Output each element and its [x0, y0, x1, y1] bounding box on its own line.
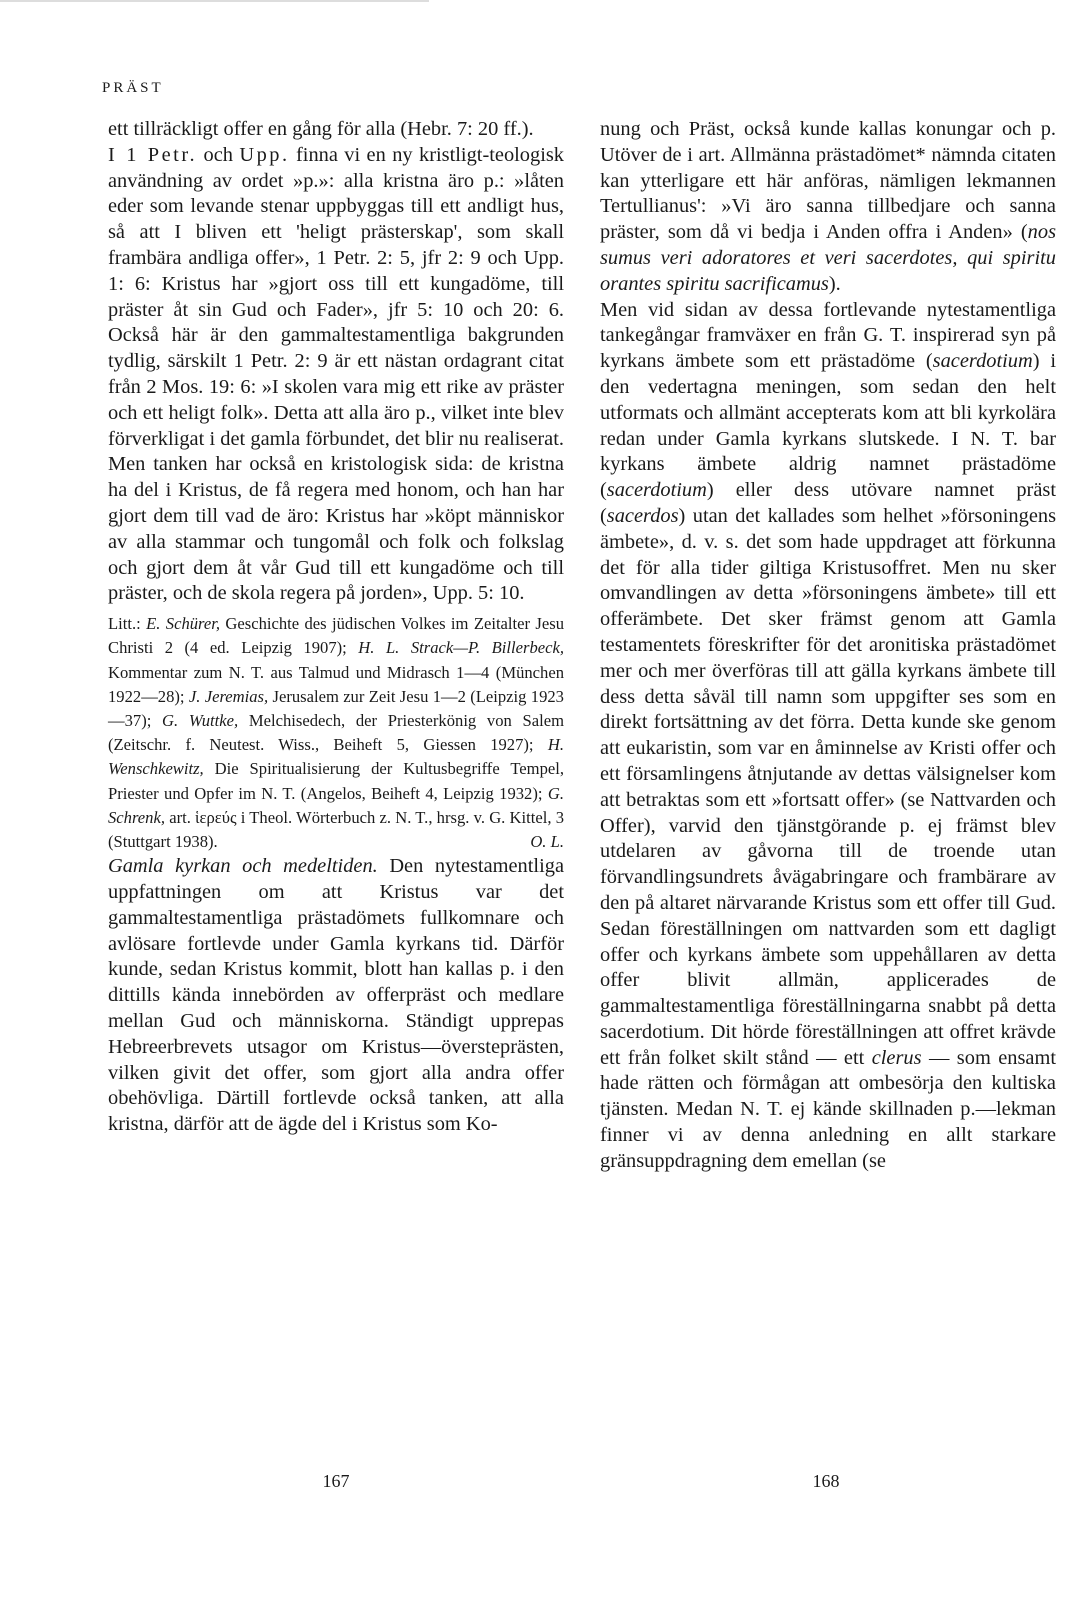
- paragraph-4: [600, 117, 1056, 298]
- lit-title: Geschichte des jüdischen Volkes im Zeitalter Jesu Christi 2 (4 ed. Leipzig 1907);: [108, 614, 564, 658]
- latin-term: sacerdotium: [932, 350, 1033, 373]
- paragraph-2: [108, 143, 564, 607]
- author-signature: O. L.: [530, 831, 564, 851]
- paragraph-3: [108, 854, 564, 1138]
- paragraph-5-text: ) utan det kallades som helhet »försoningens ämbete», d. v. s. det som hade uppdraget att förkunna det för alla tider giltiga Kristusoffret. Men nu sker omvandlingen av detta »försoningens ämbete» till ett offerämbete. Det sker främst genom att Gamla testamentets föreskrifter för det aronitiska prästadömet mer och mer överföras till att gälla kyrkans ämbete till dess detta såväl till namn som uppgifter ses som en direkt fortsättning av det förra. Detta kunde ske genom att eukaristin, som var en åminnelse av Kristi offer och ett församlingens åtnjutande av dettas välsignelser kom att betraktas som ett »fortsatt offer» (se Nattvarden och Offer), varvid den tjänstgörande p. ej främst blev utdelaren av gåvorna till de troende utan förvandlingsundrets åvägabringare och frambärare av den på altaret närvarande Kristus som ett offer till Gud. Sedan föreställningen om nattvarden som ett dagligt offer och kyrkans ämbete som uppehållaren av detta offer blivit allmän, applicerades de gammaltestamentliga föreställningarna snabbt på detta sacerdotium. Dit hörde föreställningen att offret krävde ett från folket skilt stånd — ett: [600, 504, 1056, 1069]
- paragraph-5-text: — som ensamt hade rätten och förmågan att ombesörja den kultiska tjänsten. Medan N. T. ej kände skillnaden p.—lekman finner vi av denna anledning en allt starkare gränsuppdragning dem emellan (se: [600, 1046, 1056, 1172]
- lit-author: G. Schrenk,: [108, 783, 564, 827]
- lit-author: G. Wuttke,: [162, 710, 239, 730]
- running-header: PRÄST: [102, 80, 164, 96]
- lit-title: Melchisedech, der Priesterkönig von Salem (Zeitschr. f. Neutest. Wiss., Beiheft 5, Giessen 1927);: [108, 710, 564, 755]
- text-och: och: [197, 143, 240, 166]
- paragraph-2-text: finna vi en ny kristligt-teologisk användning av ordet »p.»: alla kristna äro p.: »låten eder som levande stenar uppbyggas till ett andligt hus, så att I bliven ett 'heligt prästerskap', som skall frambära andliga offer», 1 Petr. 2: 5, jfr 2: 9 och Upp. 1: 6: Kristus har »gjort oss till ett kungadöme, till präster åt sin Gud och Fader», jfr 5: 10 och 20: 6. Också här är den gammaltestamentliga bakgrunden tydlig, särskilt 1 Petr. 2: 9 är ett nästan ordagrant citat från 2 Mos. 19: 6: »I skolen vara mig ett rike av präster och ett heligt folk». Detta att alla äro p., vilket inte blev förverkligat i det gamla förbundet, det blir nu realiserat. Men tanken har också en kristologisk sida: de kristna ha del i Kristus, de få regera med honom, och han har gjort dem till vad de äro: Kristus har »köpt människor av alla stammar och tungomål och folk och folkslag och gjort dem åt vår Gud till ett kungadöme och till präster, och de skola regera på jorden», Upp. 5: 10.: [108, 143, 564, 605]
- paragraph-5: [600, 298, 1056, 1175]
- latin-term: sacerdos: [606, 504, 679, 527]
- left-column: [108, 117, 564, 1138]
- spaced-ref-upp: Upp.: [239, 143, 290, 166]
- paragraph-5-text: ) eller dess utövare namnet präst (: [600, 479, 1056, 527]
- lit-author: H. L. Strack—P. Billerbeck,: [358, 638, 564, 658]
- latin-term: clerus: [871, 1046, 922, 1069]
- spaced-ref-petr: I 1 Petr.: [108, 143, 198, 166]
- scan-edge: [0, 0, 1072, 2]
- page-number-left: 167: [322, 1471, 350, 1491]
- lit-title: Die Spiritualisierung der Kultusbegriffe Tempel, Priester und Opfer im N. T. (Angelos, Beiheft 4, Leipzig 1932);: [108, 759, 564, 803]
- paragraph-4-end: ).: [828, 272, 841, 295]
- lit-label: Litt.:: [108, 614, 147, 634]
- section-heading: Gamla kyrkan och medeltiden.: [108, 855, 378, 878]
- paragraph-3-text: Den nytestamentliga uppfattningen om att Kristus var det gammaltestamentliga prästadömets fullkomnare och avlösare fortlevde under Gamla kyrkans tid. Därför kunde, sedan Kristus kommit, blott han kallas p. i den dittills kända innebörden av offerpräst och medlare mellan Gud och människorna. Ständigt upprepas Hebreerbrevets utsagor om Kristus—översteprästen, vilken givit det offer, som gjort alla andra offer obehövliga. Därtill fortlevde också tanken, att alla kristna, därför att de ägde del i Kristus som Ko-: [108, 855, 564, 1136]
- lit-author: J. Jeremias,: [188, 686, 269, 706]
- literature-list: [108, 612, 564, 854]
- lit-title: Jerusalem zur Zeit Jesu 1—2 (Leipzig 1923—37);: [108, 686, 564, 730]
- page-number-right: 168: [812, 1471, 840, 1491]
- paragraph-4-text: nung och Präst, också kunde kallas konungar och p. Utöver de i art. Allmänna prästadömet* nämnda citaten kan ytterligare ett här anföras, nämligen lekmannen Tertullianus': »Vi äro sanna tillbedjare och sanna präster, som då vi bedja i Anden offra i Anden» (: [600, 118, 1056, 244]
- lit-author: H. Wenschkewitz,: [108, 735, 564, 779]
- latin-term: sacerdotium: [606, 479, 707, 502]
- paragraph-1: ett tillräckligt offer en gång för alla (Hebr. 7: 20 ff.).: [108, 118, 534, 140]
- paragraph-5-text: Men vid sidan av dessa fortlevande nytestamentliga tankegångar framväxer en från G. T. inspirerad syn på kyrkans ämbete som ett prästadöme (: [600, 298, 1056, 373]
- lit-author: E. Schürer,: [146, 614, 221, 634]
- paragraph-5-text: ) i den vedertagna meningen, som sedan den helt utformats och allmänt accepterats kom att bli kyrkolära redan under Gamla kyrkans slutskede. I N. T. bar kyrkans ämbete aldrig namnet prästadöme (: [600, 350, 1056, 502]
- right-column: [600, 117, 1056, 1175]
- latin-quote: nos sumus veri adoratores et veri sacerdotes, qui spiritu orantes spiritu sacrificamus: [600, 221, 1056, 295]
- lit-title: Kommentar zum N. T. aus Talmud und Midrasch 1—4 (München 1922—28);: [108, 662, 564, 706]
- lit-title: art. ἱερεύς i Theol. Wörterbuch z. N. T., hrsg. v. G. Kittel, 3 (Stuttgart 1938).: [108, 807, 564, 851]
